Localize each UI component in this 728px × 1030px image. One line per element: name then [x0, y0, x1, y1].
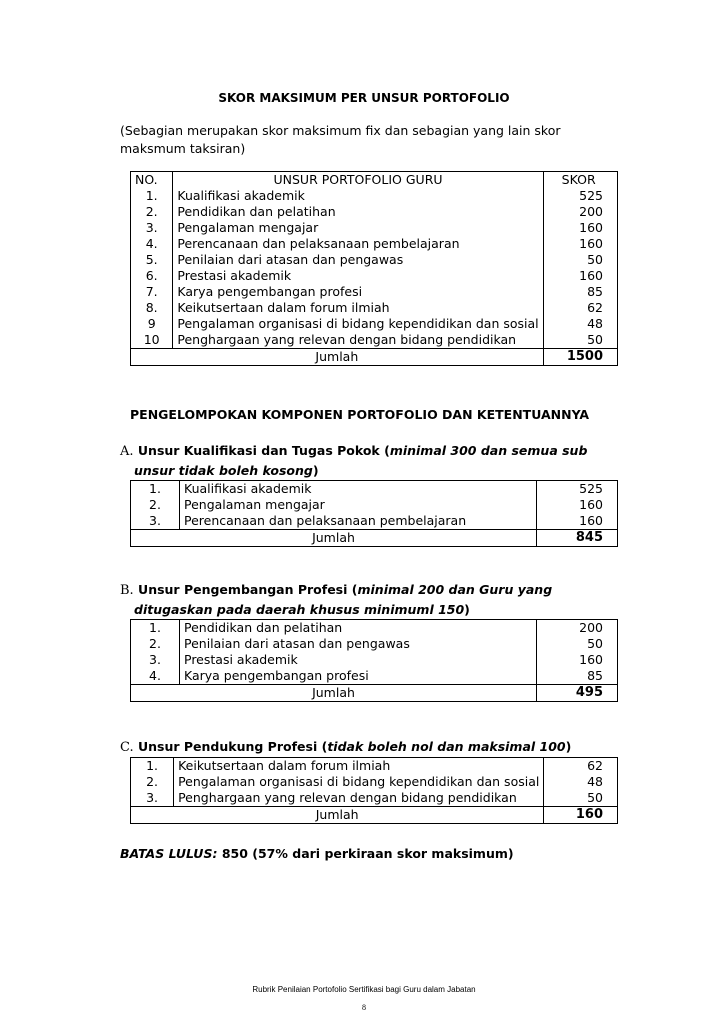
row-score: 525 — [543, 188, 617, 204]
total-row — [131, 349, 618, 366]
row-item: Karya pengembangan profesi — [180, 668, 537, 685]
table-row — [131, 236, 618, 252]
row-item: Prestasi akademik — [173, 268, 543, 284]
row-score: 50 — [537, 636, 618, 652]
row-item: Penilaian dari atasan dan pengawas — [173, 252, 543, 268]
table-row — [131, 332, 618, 349]
row-score: 48 — [544, 774, 618, 790]
batas-lulus — [120, 846, 514, 861]
row-number: 10 — [131, 332, 173, 349]
row-number: 2. — [131, 497, 180, 513]
group-a-heading: A. Unsur Kualifikasi dan Tugas Pokok (minimal 300 dan semua sub unsur tidak boleh kosong) — [120, 443, 588, 478]
row-item: Kualifikasi akademik — [173, 188, 543, 204]
row-item: Pendidikan dan pelatihan — [173, 204, 543, 220]
row-item: Prestasi akademik — [180, 652, 537, 668]
row-score: 160 — [537, 497, 618, 513]
row-item: Pendidikan dan pelatihan — [180, 620, 537, 637]
row-item: Penilaian dari atasan dan pengawas — [180, 636, 537, 652]
row-item: Pengalaman organisasi di bidang kependidikan dan sosial — [174, 774, 544, 790]
row-number: 2. — [131, 636, 180, 652]
row-number: 1. — [131, 758, 174, 775]
total-row — [131, 807, 618, 824]
row-number: 8. — [131, 300, 173, 316]
row-item: Perencanaan dan pelaksanaan pembelajaran — [180, 513, 537, 530]
row-item: Pengalaman organisasi di bidang kependidikan dan sosial — [173, 316, 543, 332]
row-number: 3. — [131, 513, 180, 530]
row-score: 62 — [543, 300, 617, 316]
row-score: 200 — [537, 620, 618, 637]
row-score: 62 — [544, 758, 618, 775]
row-score: 50 — [543, 332, 617, 349]
row-score: 85 — [543, 284, 617, 300]
row-score: 48 — [543, 316, 617, 332]
group-name: Unsur Pendukung Profesi ( — [137, 739, 328, 754]
group-c-heading: C. Unsur Pendukung Profesi (tidak boleh nol dan maksimal 100) — [120, 739, 572, 755]
row-number: 4. — [131, 668, 180, 685]
table-row — [131, 316, 618, 332]
group-letter: C. — [120, 740, 134, 755]
table-row — [131, 220, 618, 236]
page-footer: Rubrik Penilaian Portofolio Sertifikasi bagi Guru dalam Jabatan — [252, 985, 476, 994]
group-b-table — [130, 619, 618, 702]
group-letter: A. — [120, 444, 134, 459]
row-number: 6. — [131, 268, 173, 284]
batas-text: 850 (57% dari perkiraan skor maksimum) — [221, 846, 514, 861]
row-score: 160 — [543, 268, 617, 284]
row-item: Kualifikasi akademik — [180, 481, 537, 498]
table-row — [131, 481, 618, 498]
batas-label: BATAS LULUS: — [120, 846, 218, 861]
row-number: 2. — [131, 774, 174, 790]
total-label: Jumlah — [131, 807, 544, 824]
table-row — [131, 188, 618, 204]
total-label: Jumlah — [131, 349, 544, 366]
row-item: Keikutsertaan dalam forum ilmiah — [173, 300, 543, 316]
col-header-item: UNSUR PORTOFOLIO GURU — [173, 172, 543, 189]
total-value: 1500 — [543, 349, 617, 366]
col-header-no: NO. — [131, 172, 173, 189]
total-row — [131, 530, 618, 547]
table-row — [131, 758, 618, 775]
row-number: 1. — [131, 481, 180, 498]
row-item: Keikutsertaan dalam forum ilmiah — [174, 758, 544, 775]
row-number: 7. — [131, 284, 173, 300]
row-item: Perencanaan dan pelaksanaan pembelajaran — [173, 236, 543, 252]
table-row — [131, 252, 618, 268]
row-score: 525 — [537, 481, 618, 498]
group-name: Unsur Pengembangan Profesi ( — [138, 582, 358, 597]
row-number: 1. — [131, 620, 180, 637]
group-a-table — [130, 480, 618, 547]
col-header-score: SKOR — [543, 172, 617, 189]
row-number: 1. — [131, 188, 173, 204]
row-number: 9 — [131, 316, 173, 332]
table-row — [131, 204, 618, 220]
row-number: 3. — [131, 220, 173, 236]
total-label: Jumlah — [131, 685, 537, 702]
row-score: 160 — [537, 513, 618, 530]
page-number: 8 — [362, 1003, 366, 1012]
table-row — [131, 620, 618, 637]
group-condition: tidak boleh nol dan maksimal 100 — [327, 739, 566, 754]
group-condition-line1: minimal 200 dan Guru yang — [357, 582, 553, 597]
row-number: 5. — [131, 252, 173, 268]
group-letter: B. — [120, 583, 134, 598]
table-row — [131, 268, 618, 284]
row-score: 160 — [537, 652, 618, 668]
total-value: 160 — [544, 807, 618, 824]
row-score: 50 — [544, 790, 618, 807]
table-row — [131, 652, 618, 668]
row-number: 2. — [131, 204, 173, 220]
row-score: 200 — [543, 204, 617, 220]
row-item: Pengalaman mengajar — [180, 497, 537, 513]
table-row — [131, 774, 618, 790]
group-condition-line2: ditugaskan pada daerah khusus minimuml 150 — [134, 602, 465, 617]
group-b-heading: B. Unsur Pengembangan Profesi (minimal 200 dan Guru yang ditugaskan pada daerah khusus minimuml 150) — [120, 582, 553, 617]
row-item: Penghargaan yang relevan dengan bidang pendidikan — [173, 332, 543, 349]
group-name: Unsur Kualifikasi dan Tugas Pokok ( — [137, 443, 390, 458]
table-row — [131, 790, 618, 807]
row-score: 160 — [543, 236, 617, 252]
section-title: PENGELOMPOKAN KOMPONEN PORTOFOLIO DAN KETENTUANNYA — [130, 407, 590, 422]
row-item: Penghargaan yang relevan dengan bidang pendidikan — [174, 790, 544, 807]
table-row — [131, 300, 618, 316]
table-row — [131, 513, 618, 530]
total-value: 845 — [537, 530, 618, 547]
group-condition-line2: unsur tidak boleh kosong — [134, 463, 313, 478]
row-item: Pengalaman mengajar — [173, 220, 543, 236]
row-item: Karya pengembangan profesi — [173, 284, 543, 300]
page-title: SKOR MAKSIMUM PER UNSUR PORTOFOLIO — [218, 91, 510, 105]
row-number: 4. — [131, 236, 173, 252]
row-score: 50 — [543, 252, 617, 268]
main-score-table — [130, 171, 618, 366]
total-label: Jumlah — [131, 530, 537, 547]
table-row — [131, 284, 618, 300]
group-condition-line1: minimal 300 dan semua sub — [389, 443, 588, 458]
table-row — [131, 668, 618, 685]
total-value: 495 — [537, 685, 618, 702]
total-row — [131, 685, 618, 702]
table-row — [131, 636, 618, 652]
row-score: 160 — [543, 220, 617, 236]
row-number: 3. — [131, 652, 180, 668]
row-score: 85 — [537, 668, 618, 685]
table-row — [131, 497, 618, 513]
row-number: 3. — [131, 790, 174, 807]
intro-note: (Sebagian merupakan skor maksimum fix dan sebagian yang lain skor maksmum taksiran) — [120, 123, 561, 156]
group-c-table — [130, 757, 618, 824]
